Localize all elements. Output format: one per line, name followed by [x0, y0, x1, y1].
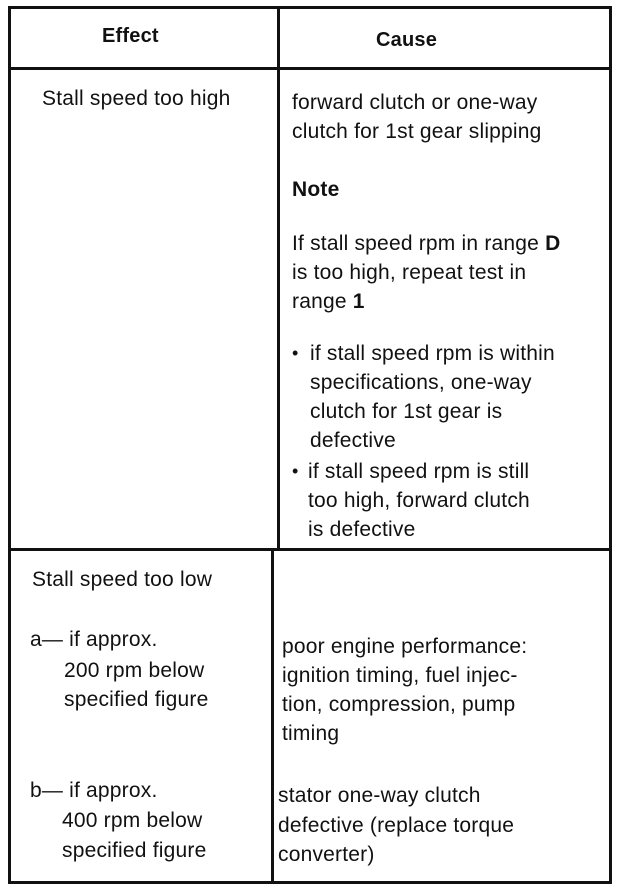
case-a-cause: ignition timing, fuel injec- [282, 664, 518, 687]
row-divider [8, 548, 612, 551]
note-text: If stall speed rpm in range [292, 232, 546, 255]
bullet-line: if stall speed rpm is still [308, 460, 530, 483]
note-line: is too high, repeat test in [292, 261, 527, 284]
case-b-line: 400 rpm below [62, 809, 203, 832]
bullet-line: clutch for 1st gear is [310, 400, 503, 423]
note-text: range [292, 290, 353, 313]
bullet-line: if stall speed rpm is within [310, 342, 555, 365]
range-d: D [545, 232, 561, 255]
column-divider-lower [271, 548, 274, 884]
bullet-line: defective [310, 429, 396, 452]
case-b-cause: defective (replace torque [278, 814, 515, 837]
case-a-cause: tion, compression, pump [282, 693, 516, 716]
range-1: 1 [352, 290, 365, 313]
header-cause: Cause [376, 29, 438, 51]
bullet-line: is defective [308, 518, 416, 541]
case-b-cause: converter) [278, 843, 375, 866]
header-divider [8, 67, 612, 70]
note-line [292, 287, 365, 316]
effect-stall-low: Stall speed too low [32, 568, 213, 591]
note-line [292, 229, 560, 258]
case-b-cause: stator one-way clutch [278, 784, 481, 807]
case-a-cause: poor engine performance: [282, 635, 528, 658]
bullet-marker: • [292, 461, 299, 481]
case-a-cause: timing [282, 722, 340, 745]
cause-line: forward clutch or one-way [292, 91, 538, 114]
bullet-marker: • [292, 343, 299, 363]
case-b-line: specified figure [62, 839, 207, 862]
bullet-line: specifications, one-way [310, 371, 532, 394]
column-divider-upper [277, 6, 280, 550]
case-b-label: b— if approx. [30, 779, 158, 802]
case-a-label: a— if approx. [30, 628, 158, 651]
header-effect: Effect [102, 25, 159, 47]
bullet-line: too high, forward clutch [308, 489, 530, 512]
case-a-line: 200 rpm below [64, 659, 205, 682]
case-a-line: specified figure [64, 688, 209, 711]
note-label: Note [292, 178, 340, 201]
effect-stall-high: Stall speed too high [42, 87, 231, 110]
cause-line: clutch for 1st gear slipping [292, 120, 542, 143]
